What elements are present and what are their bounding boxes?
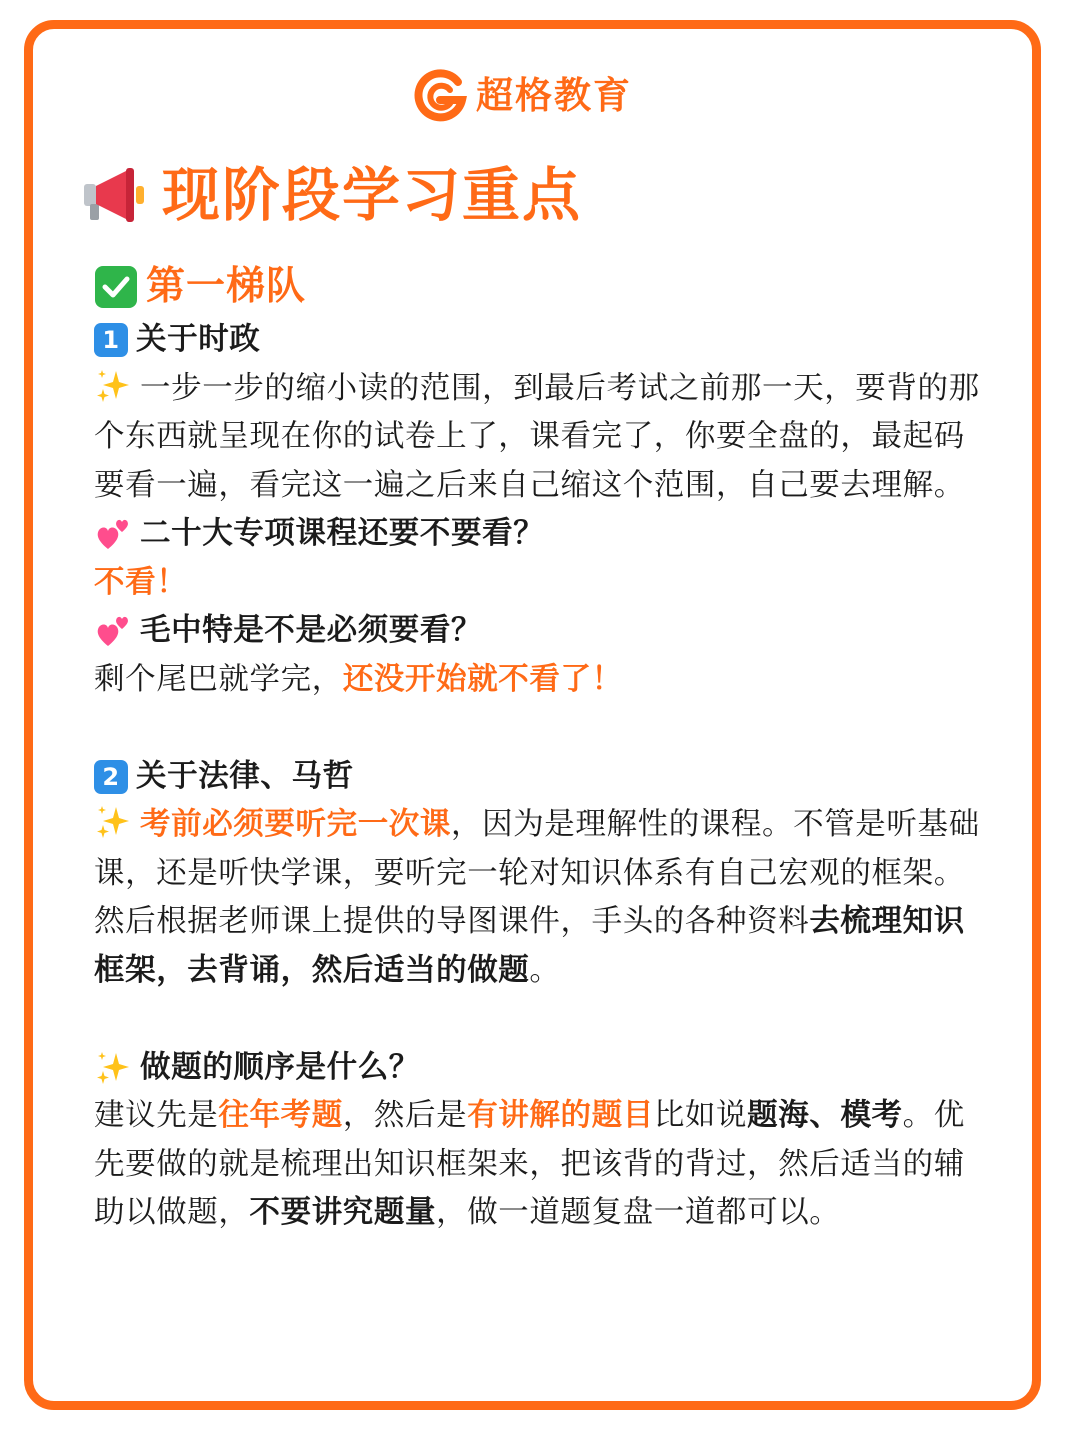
two-hearts-icon [94,515,132,553]
question-text: 二十大专项课程还要不要看？ [140,516,545,551]
paragraph-text: ，做一道题复盘一道都可以。 [436,1195,841,1230]
bold-text: 不要讲究题量 [249,1195,437,1230]
keycap-number-icon: 1 [94,323,128,357]
check-box-icon [94,265,138,309]
bold-text: 去梳理知识框架，去背诵，然后适当的做题 [94,904,965,988]
brand-name: 超格教育 [476,74,632,117]
megaphone-icon [82,164,148,226]
paragraph-text: 。优先要做的就是梳理出知识框架来，把该背的背过，然后适当的辅助以做题， [94,1098,965,1230]
question-heading [94,510,994,559]
tier-heading [94,258,994,316]
page-title-row [82,160,582,230]
page-title: 现阶段学习重点 [162,161,583,229]
highlight-text: 往年考题 [218,1098,343,1133]
spacer [94,995,994,1044]
keycap-number-icon: 2 [94,760,128,794]
spacer [94,704,994,753]
sparkles-icon [94,1049,132,1087]
brand-g-logo-icon [412,68,468,124]
question-heading [94,607,994,656]
paragraph-text: ，因为是理解性的课程。不管是听基础课，还是听快学课，要听完一轮对知识体系有自己宏观的框架。然后根据老师课上提供的导图课件，手头的各种资料 [94,807,980,939]
answer-paragraph [94,656,994,705]
tier-label: 第一梯队 [146,263,307,309]
sparkles-icon [94,367,132,405]
article-body [94,258,994,1238]
bold-text: 题海、模考 [747,1098,903,1133]
highlight-text: 考前必须要听完一次课 [140,807,451,842]
brand-logo [412,68,632,124]
paragraph-text: 比如说 [653,1098,748,1133]
paragraph-text: 。 [529,952,561,988]
paragraph [94,365,994,511]
answer-text: 剩个尾巴就学完， [94,661,343,697]
question-text: 毛中特是不是必须要看？ [140,613,483,648]
paragraph-text: 建议先是 [94,1098,219,1133]
section-heading-order [94,1044,994,1093]
paragraph [94,801,994,995]
paragraph-text: ，然后是 [342,1098,468,1133]
section-heading-politics [94,316,994,365]
answer-highlight: 还没开始就不看了！ [342,661,623,697]
section-heading-law [94,753,994,802]
section-heading-text: 关于时政 [136,322,261,357]
highlight-text: 有讲解的题目 [467,1098,654,1133]
paragraph [94,1092,994,1238]
section-heading-text: 做题的顺序是什么？ [140,1049,420,1085]
sparkles-icon [94,803,132,841]
answer-text: 不看！ [94,564,188,600]
two-hearts-icon [94,612,132,650]
section-heading-text: 关于法律、马哲 [136,758,354,794]
paragraph-text: 一步一步的缩小读的范围，到最后考试之前那一天，要背的那个东西就呈现在你的试卷上了，课看完了，你要全盘的，最起码要看一遍，看完这一遍之后来自己缩这个范围，自己要去理解。 [94,370,980,503]
